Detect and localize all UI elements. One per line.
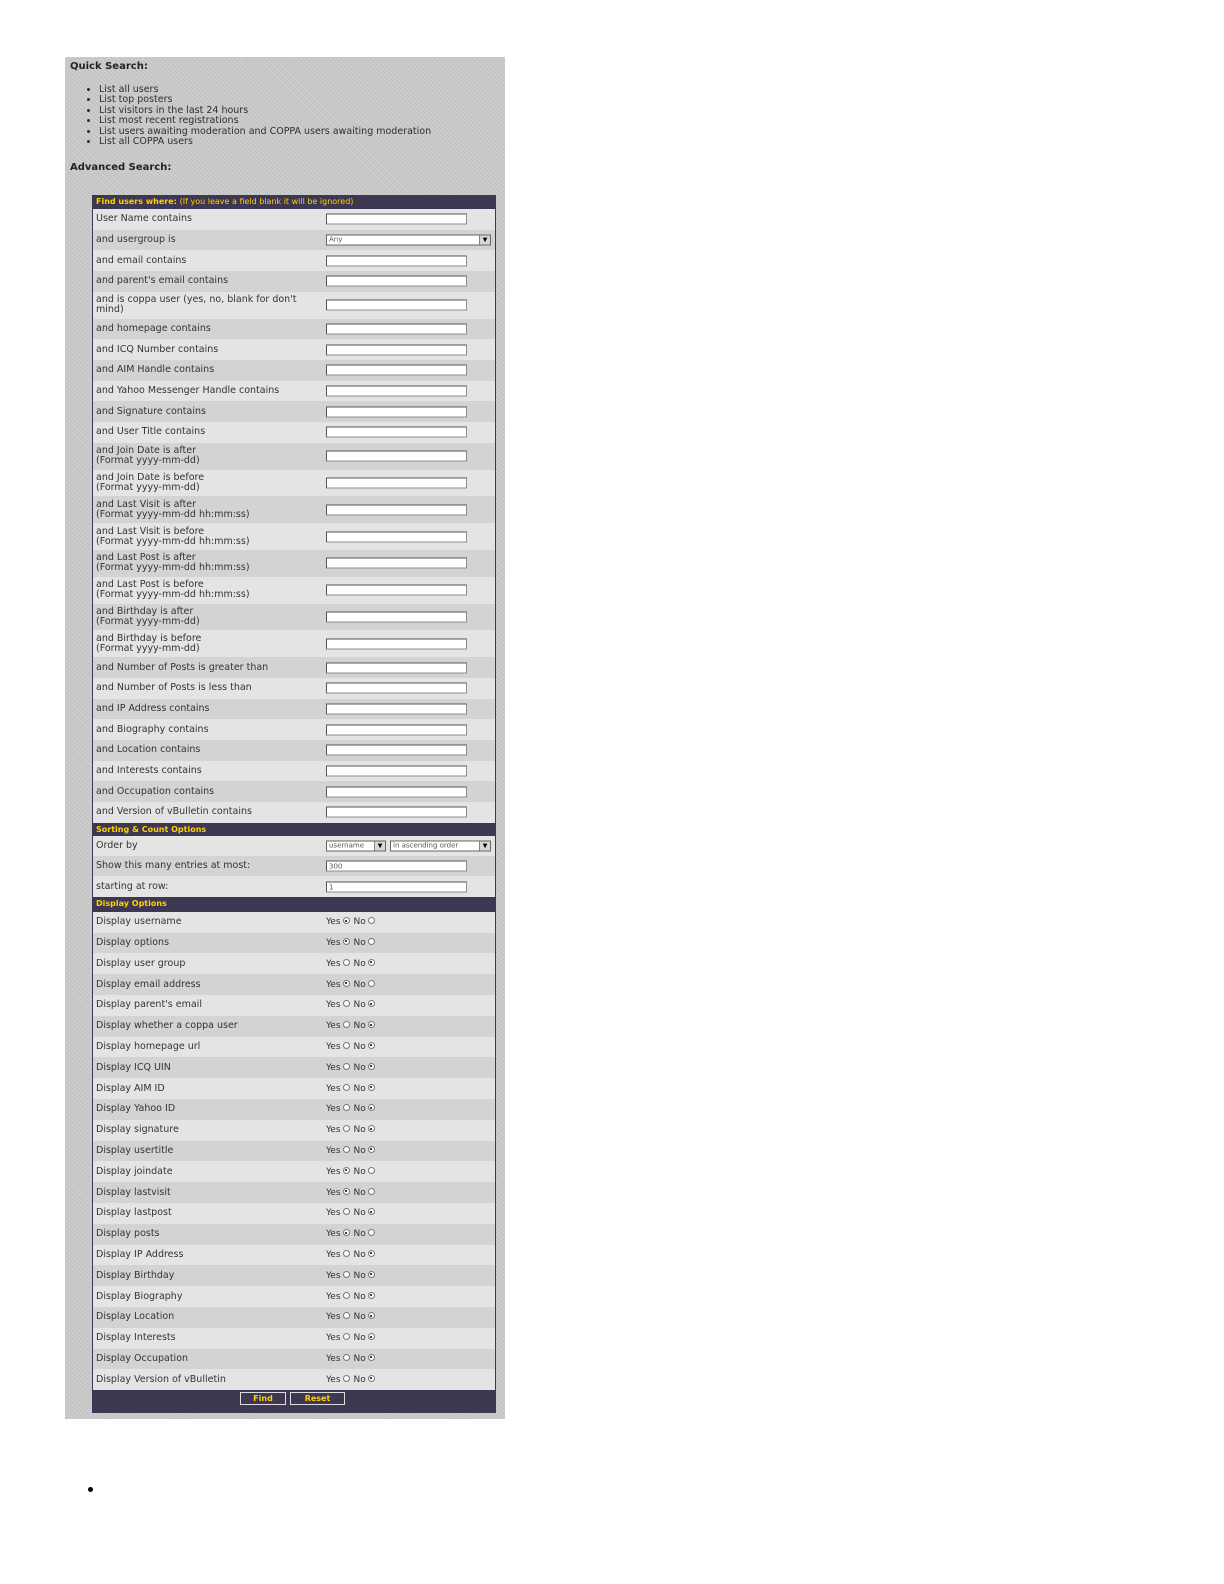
display-option-label: Display homepage url [96, 1040, 201, 1052]
field-label: and Yahoo Messenger Handle contains [96, 385, 280, 397]
yes-no-group [326, 1167, 379, 1177]
search-field-input[interactable] [326, 683, 467, 694]
yes-no-group [326, 1229, 379, 1239]
yes-no-group [326, 1084, 379, 1094]
max-entries-input[interactable]: 300 [326, 861, 467, 872]
search-field-row [93, 630, 495, 657]
display-option-row [93, 1203, 495, 1224]
field-label: and Location contains [96, 744, 201, 756]
yes-no-group [326, 1000, 379, 1010]
yes-label: Yes [326, 1062, 341, 1073]
search-field-input[interactable] [326, 214, 467, 225]
display-option-label: Display Biography [96, 1290, 183, 1302]
search-field-row [93, 604, 495, 631]
field-label: and Occupation contains [96, 785, 215, 797]
display-option-label: Display posts [96, 1228, 160, 1240]
start-row-input[interactable]: 1 [326, 881, 467, 892]
field-label: and Birthday is before (Format yyyy-mm-dd) [96, 632, 202, 654]
search-field-row [93, 657, 495, 678]
no-label: No [353, 1104, 366, 1115]
no-radio[interactable] [368, 1229, 375, 1236]
no-radio[interactable] [368, 1354, 375, 1361]
yes-no-group [326, 959, 379, 969]
quick-link-coppa-users[interactable]: • List all COPPA users [99, 137, 431, 147]
find-button[interactable]: Find [240, 1392, 286, 1405]
search-field-input[interactable] [326, 531, 467, 542]
yes-label: Yes [326, 1000, 341, 1011]
no-label: No [353, 1062, 366, 1073]
search-field-input[interactable] [326, 344, 467, 355]
no-label: No [353, 917, 366, 928]
display-option-label: Display signature [96, 1124, 179, 1136]
yes-radio[interactable] [343, 1146, 350, 1153]
yes-label: Yes [326, 1208, 341, 1219]
display-option-row [93, 1307, 495, 1328]
sorting-header [92, 823, 496, 836]
yes-label: Yes [326, 917, 341, 928]
no-label: No [353, 1187, 366, 1198]
no-label: No [353, 1229, 366, 1240]
search-field-row [93, 761, 495, 782]
field-label: and email contains [96, 254, 187, 266]
no-label: No [353, 1041, 366, 1052]
no-radio[interactable] [368, 1063, 375, 1070]
advanced-search-title: Advanced Search: [70, 162, 172, 173]
display-option-row [93, 1245, 495, 1266]
search-field-input[interactable] [326, 638, 467, 649]
usergroup-select-value: Any [329, 235, 343, 244]
search-field-input[interactable] [326, 477, 467, 488]
field-label: and User Title contains [96, 426, 206, 438]
yes-label: Yes [326, 979, 341, 990]
order-by-row [93, 836, 495, 856]
yes-label: Yes [326, 1125, 341, 1136]
search-field-input[interactable] [326, 585, 467, 596]
display-option-label: Display user group [96, 957, 186, 969]
display-option-label: Display Birthday [96, 1269, 175, 1281]
quick-link-recent-visitors[interactable]: • List visitors in the last 24 hours [99, 106, 431, 116]
yes-no-group [326, 1354, 379, 1364]
search-field-input[interactable] [326, 386, 467, 397]
yes-no-group [326, 1188, 379, 1198]
field-label: and is coppa user (yes, no, blank for don't mind) [96, 294, 297, 316]
search-field-input[interactable] [326, 276, 467, 287]
yes-radio[interactable] [343, 1292, 350, 1299]
yes-label: Yes [326, 1333, 341, 1344]
search-field-input[interactable] [326, 786, 467, 797]
display-option-label: Display Occupation [96, 1352, 189, 1364]
yes-radio[interactable] [343, 1167, 350, 1174]
field-label: and Join Date is after (Format yyyy-mm-dd) [96, 445, 200, 467]
yes-radio[interactable] [343, 1104, 350, 1111]
yes-no-group [326, 1292, 379, 1302]
field-label: and homepage contains [96, 322, 211, 334]
yes-radio[interactable] [343, 1000, 350, 1007]
yes-no-group [326, 917, 379, 927]
search-field-input[interactable] [326, 504, 467, 515]
no-label: No [353, 1125, 366, 1136]
no-radio[interactable] [368, 980, 375, 987]
no-label: No [353, 1291, 366, 1302]
display-option-row [93, 912, 495, 933]
quick-link-moderation[interactable]: • List users awaiting moderation and COPPA users awaiting moderation [99, 127, 431, 137]
no-label: No [353, 1312, 366, 1323]
yes-label: Yes [326, 1145, 341, 1156]
no-radio[interactable] [368, 1146, 375, 1153]
no-label: No [353, 1208, 366, 1219]
field-label: and Join Date is before (Format yyyy-mm-dd) [96, 471, 205, 493]
yes-no-group [326, 980, 379, 990]
no-radio[interactable] [368, 1042, 375, 1049]
display-option-row [93, 1016, 495, 1037]
yes-no-group [326, 1271, 379, 1281]
search-field-row [93, 496, 495, 523]
max-entries-row [93, 856, 495, 877]
no-radio[interactable] [368, 1125, 375, 1132]
yes-no-group [326, 1104, 379, 1114]
display-option-row [93, 1099, 495, 1120]
no-label: No [353, 1083, 366, 1094]
display-option-label: Display Yahoo ID [96, 1103, 176, 1115]
reset-button[interactable]: Reset [290, 1392, 345, 1405]
field-label: and usergroup is [96, 234, 176, 246]
field-label: and Interests contains [96, 765, 202, 777]
chevron-down-icon: ▼ [479, 236, 490, 245]
yes-label: Yes [326, 1353, 341, 1364]
display-option-row [93, 953, 495, 974]
display-option-row [93, 1286, 495, 1307]
field-label: and Number of Posts is less than [96, 682, 252, 694]
display-option-row [93, 1141, 495, 1162]
field-label: and IP Address contains [96, 702, 210, 714]
no-label: No [353, 937, 366, 948]
max-entries-label: Show this many entries at most: [96, 860, 251, 872]
list-bullet [88, 1487, 93, 1492]
search-field-row [93, 401, 495, 422]
no-label: No [353, 1021, 366, 1032]
search-field-input[interactable] [326, 724, 467, 735]
no-label: No [353, 1353, 366, 1364]
search-field-input[interactable] [326, 255, 467, 266]
display-options-header-title: Display Options [96, 898, 167, 908]
yes-label: Yes [326, 937, 341, 948]
no-radio[interactable] [368, 1292, 375, 1299]
yes-no-group [326, 1063, 379, 1073]
search-field-row [93, 699, 495, 720]
field-label: and Last Visit is after (Format yyyy-mm-dd hh:mm:ss) [96, 498, 250, 520]
yes-no-group [326, 1021, 379, 1031]
yes-label: Yes [326, 1312, 341, 1323]
no-label: No [353, 1166, 366, 1177]
yes-no-group [326, 1146, 379, 1156]
display-option-row [93, 1057, 495, 1078]
start-row-label: starting at row: [96, 880, 169, 892]
no-radio[interactable] [368, 938, 375, 945]
field-label: and Last Post is before (Format yyyy-mm-dd hh:mm:ss) [96, 579, 250, 601]
yes-radio[interactable] [343, 917, 350, 924]
yes-radio[interactable] [343, 1333, 350, 1340]
search-field-input[interactable] [326, 745, 467, 756]
field-label: and Last Post is after (Format yyyy-mm-dd hh:mm:ss) [96, 552, 250, 574]
yes-label: Yes [326, 1374, 341, 1385]
field-label: and Version of vBulletin contains [96, 806, 252, 818]
yes-radio[interactable] [343, 1063, 350, 1070]
order-by-value: username [329, 841, 364, 850]
yes-radio[interactable] [343, 1208, 350, 1215]
order-by-select[interactable] [326, 840, 386, 851]
search-field-row [93, 319, 495, 340]
field-label: and Last Visit is before (Format yyyy-mm-dd hh:mm:ss) [96, 525, 250, 547]
display-option-label: Display lastpost [96, 1207, 172, 1219]
search-field-input[interactable] [326, 703, 467, 714]
search-field-row [93, 339, 495, 360]
yes-radio[interactable] [343, 1125, 350, 1132]
no-label: No [353, 1000, 366, 1011]
search-field-row [93, 209, 495, 230]
display-option-row [93, 1328, 495, 1349]
display-option-row [93, 974, 495, 995]
search-field-row [93, 250, 495, 271]
no-radio[interactable] [368, 917, 375, 924]
display-option-row [93, 933, 495, 954]
display-option-row [93, 1182, 495, 1203]
no-radio[interactable] [368, 1312, 375, 1319]
search-field-row [93, 381, 495, 402]
field-label: and ICQ Number contains [96, 343, 219, 355]
yes-label: Yes [326, 1249, 341, 1260]
search-field-row [93, 740, 495, 761]
no-radio[interactable] [368, 959, 375, 966]
search-field-row [93, 523, 495, 550]
yes-radio[interactable] [343, 1271, 350, 1278]
yes-label: Yes [326, 1021, 341, 1032]
search-field-row [93, 230, 495, 251]
advanced-search-form [92, 195, 496, 1413]
display-option-row [93, 1224, 495, 1245]
chevron-down-icon: ▼ [479, 841, 490, 850]
yes-radio[interactable] [343, 1229, 350, 1236]
no-radio[interactable] [368, 1271, 375, 1278]
quick-search-list [99, 85, 431, 147]
search-field-input[interactable] [326, 807, 467, 818]
display-option-label: Display options [96, 936, 170, 948]
no-radio[interactable] [368, 1208, 375, 1215]
search-field-input[interactable] [326, 427, 467, 438]
search-field-row [93, 443, 495, 470]
no-label: No [353, 1249, 366, 1260]
yes-no-group [326, 1333, 379, 1343]
yes-radio[interactable] [343, 1021, 350, 1028]
display-option-row [93, 1369, 495, 1390]
find-users-header-note: (If you leave a field blank it will be ignored) [179, 197, 354, 206]
search-field-input[interactable] [326, 323, 467, 334]
search-field-input[interactable] [326, 451, 467, 462]
display-option-row [93, 995, 495, 1016]
yes-no-group [326, 1208, 379, 1218]
quick-search-title: Quick Search: [70, 61, 148, 72]
field-label: User Name contains [96, 213, 192, 225]
no-label: No [353, 1333, 366, 1344]
no-radio[interactable] [368, 1167, 375, 1174]
search-field-row [93, 678, 495, 699]
display-options-header [92, 897, 496, 910]
search-field-input[interactable] [326, 300, 467, 311]
search-field-input[interactable] [326, 611, 467, 622]
search-field-row [93, 719, 495, 740]
yes-no-group [326, 1250, 379, 1260]
yes-label: Yes [326, 1229, 341, 1240]
yes-no-group [326, 1312, 379, 1322]
no-radio[interactable] [368, 1084, 375, 1091]
yes-radio[interactable] [343, 1250, 350, 1257]
quick-link-top-posters[interactable]: • List top posters [99, 95, 431, 105]
field-label: and parent's email contains [96, 275, 229, 287]
no-radio[interactable] [368, 1333, 375, 1340]
display-option-label: Display AIM ID [96, 1082, 165, 1094]
display-option-row [93, 1161, 495, 1182]
search-field-row [93, 550, 495, 577]
yes-label: Yes [326, 958, 341, 969]
yes-radio[interactable] [343, 959, 350, 966]
sorting-header-title: Sorting & Count Options [96, 824, 207, 834]
yes-radio[interactable] [343, 938, 350, 945]
search-field-row [93, 422, 495, 443]
search-field-row [93, 360, 495, 381]
no-radio[interactable] [368, 1250, 375, 1257]
search-field-input[interactable] [326, 406, 467, 417]
yes-label: Yes [326, 1166, 341, 1177]
no-label: No [353, 1145, 366, 1156]
display-option-row [93, 1120, 495, 1141]
no-radio[interactable] [368, 1000, 375, 1007]
yes-label: Yes [326, 1104, 341, 1115]
yes-label: Yes [326, 1187, 341, 1198]
no-radio[interactable] [368, 1104, 375, 1111]
display-option-label: Display whether a coppa user [96, 1020, 238, 1032]
display-option-row [93, 1037, 495, 1058]
field-label: and Number of Posts is greater than [96, 661, 269, 673]
no-radio[interactable] [368, 1375, 375, 1382]
order-direction-value: in ascending order [393, 841, 459, 850]
display-option-label: Display Interests [96, 1332, 176, 1344]
display-option-label: Display joindate [96, 1165, 173, 1177]
find-users-header-title: Find users where: [96, 197, 177, 206]
display-option-label: Display Version of vBulletin [96, 1373, 226, 1385]
yes-no-group [326, 938, 379, 948]
field-label: and Biography contains [96, 723, 209, 735]
yes-radio[interactable] [343, 980, 350, 987]
usergroup-select[interactable] [326, 235, 491, 246]
yes-radio[interactable] [343, 1188, 350, 1195]
no-label: No [353, 979, 366, 990]
yes-no-group [326, 1042, 379, 1052]
yes-label: Yes [326, 1083, 341, 1094]
yes-radio[interactable] [343, 1312, 350, 1319]
order-direction-select[interactable] [390, 840, 491, 851]
search-field-row [93, 470, 495, 497]
search-field-row [93, 292, 495, 319]
search-field-row [93, 781, 495, 802]
display-option-label: Display IP Address [96, 1248, 184, 1260]
yes-radio[interactable] [343, 1354, 350, 1361]
display-option-row [93, 1349, 495, 1370]
start-row-row [93, 876, 495, 897]
yes-label: Yes [326, 1041, 341, 1052]
search-field-row [93, 577, 495, 604]
search-panel [65, 57, 505, 1419]
no-label: No [353, 1374, 366, 1385]
no-label: No [353, 958, 366, 969]
yes-no-group [326, 1125, 379, 1135]
search-field-row [93, 802, 495, 823]
display-option-row [93, 1078, 495, 1099]
no-label: No [353, 1270, 366, 1281]
display-option-label: Display username [96, 916, 182, 928]
display-option-label: Display parent's email [96, 999, 202, 1011]
yes-radio[interactable] [343, 1375, 350, 1382]
display-option-label: Display Location [96, 1311, 175, 1323]
no-radio[interactable] [368, 1188, 375, 1195]
chevron-down-icon: ▼ [374, 841, 385, 850]
display-option-row [93, 1265, 495, 1286]
display-option-label: Display usertitle [96, 1144, 174, 1156]
yes-no-group [326, 1375, 379, 1385]
search-field-input[interactable] [326, 558, 467, 569]
search-field-input[interactable] [326, 662, 467, 673]
yes-radio[interactable] [343, 1084, 350, 1091]
no-radio[interactable] [368, 1021, 375, 1028]
yes-radio[interactable] [343, 1042, 350, 1049]
field-label: and AIM Handle contains [96, 364, 215, 376]
display-option-label: Display email address [96, 978, 201, 990]
yes-label: Yes [326, 1270, 341, 1281]
quick-link-recent-registrations[interactable]: • List most recent registrations [99, 116, 431, 126]
search-field-row [93, 271, 495, 292]
search-field-input[interactable] [326, 766, 467, 777]
order-by-label: Order by [96, 839, 138, 851]
field-label: and Signature contains [96, 405, 206, 417]
search-field-input[interactable] [326, 365, 467, 376]
display-option-label: Display lastvisit [96, 1186, 171, 1198]
display-option-label: Display ICQ UIN [96, 1061, 171, 1073]
field-label: and Birthday is after (Format yyyy-mm-dd) [96, 605, 200, 627]
quick-link-all-users[interactable]: • List all users [99, 85, 431, 95]
yes-label: Yes [326, 1291, 341, 1302]
find-users-header [92, 195, 496, 208]
